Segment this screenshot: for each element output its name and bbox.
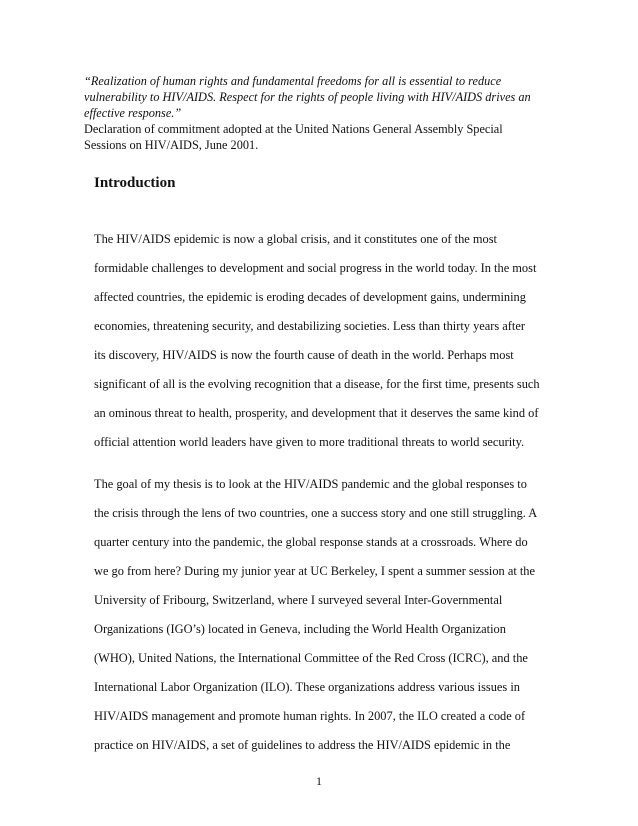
paragraph-1 — [94, 231, 564, 463]
paragraph-line: the crisis through the lens of two countries, one a success story and one still struggling. A — [94, 506, 538, 520]
paragraph-line: quarter century into the pandemic, the global response stands at a crossroads. Where do — [94, 535, 528, 549]
paragraph-line: official attention world leaders have given to more traditional threats to world security. — [94, 435, 525, 449]
paragraph-line: (WHO), United Nations, the International Committee of the Red Cross (ICRC), and the — [94, 651, 528, 665]
paragraph-line: International Labor Organization (ILO). These organizations address various issues in — [94, 680, 520, 694]
paragraph-2 — [94, 476, 564, 766]
paragraph-line: we go from here? During my junior year at UC Berkeley, I spent a summer session at the — [94, 564, 536, 578]
paragraph-line: affected countries, the epidemic is eroding decades of development gains, undermining — [94, 290, 526, 304]
paragraph-line: formidable challenges to development and social progress in the world today. In the most — [94, 261, 537, 275]
paragraph-line: Organizations (IGO’s) located in Geneva, including the World Health Organization — [94, 622, 506, 636]
page-number: 1 — [316, 774, 322, 788]
epigraph-attribution — [84, 121, 554, 153]
attribution-line: Declaration of commitment adopted at the United Nations General Assembly Special — [84, 122, 503, 136]
paragraph-line: The goal of my thesis is to look at the HIV/AIDS pandemic and the global responses to — [94, 477, 527, 491]
section-heading: Introduction — [94, 175, 176, 191]
paragraph-line: its discovery, HIV/AIDS is now the fourth cause of death in the world. Perhaps most — [94, 348, 514, 362]
epigraph-quote-line: “Realization of human rights and fundamental freedoms for all is essential to reduce — [84, 74, 502, 88]
paragraph-line: significant of all is the evolving recognition that a disease, for the first time, presents such — [94, 377, 540, 391]
paragraph-line: University of Fribourg, Switzerland, where I surveyed several Inter-Governmental — [94, 593, 503, 607]
paragraph-line: The HIV/AIDS epidemic is now a global crisis, and it constitutes one of the most — [94, 232, 497, 246]
attribution-line: Sessions on HIV/AIDS, June 2001. — [84, 138, 259, 152]
epigraph-quote-line: vulnerability to HIV/AIDS. Respect for the rights of people living with HIV/AIDS drives an — [84, 90, 531, 104]
paragraph-line: practice on HIV/AIDS, a set of guidelines to address the HIV/AIDS epidemic in the — [94, 738, 511, 752]
epigraph-quote — [84, 73, 554, 121]
epigraph-quote-line: effective response.” — [84, 106, 182, 120]
paragraph-line: economies, threatening security, and destabilizing societies. Less than thirty years after — [94, 319, 526, 333]
paragraph-line: an ominous threat to health, prosperity, and development that it deserves the same kind of — [94, 406, 539, 420]
paragraph-line: HIV/AIDS management and promote human rights. In 2007, the ILO created a code of — [94, 709, 526, 723]
